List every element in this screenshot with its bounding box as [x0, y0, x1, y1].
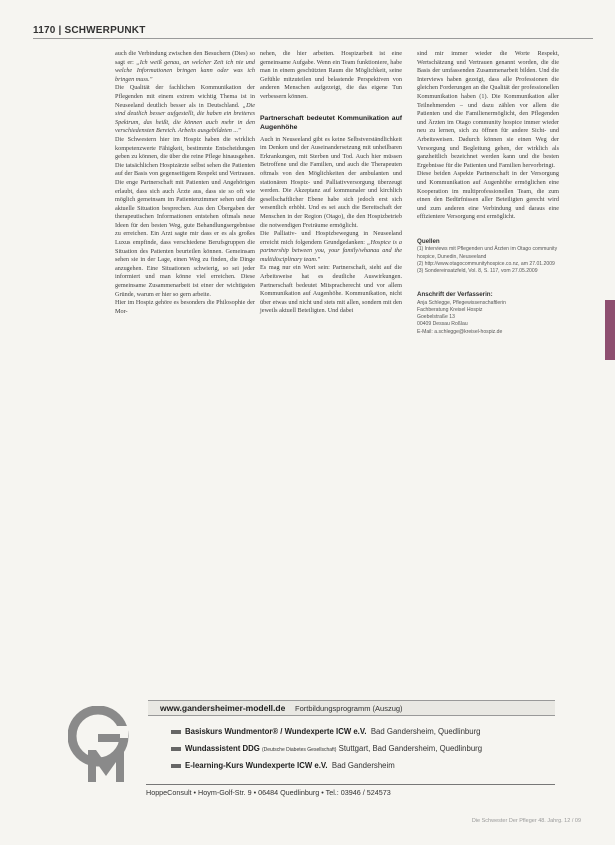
sources-list: [417, 246, 559, 275]
paragraph: Diese beiden Aspekte Partnerschaft in der Versorgung und Kommunikation auf Augenhöhe ermöglichen eine Kooperation im multiprofessionellen Team, die zum einen den Bedürfnissen aller Beteiligten gerecht wird und zum anderen eine Verbindung und daraus eine effizientere Versorgung erst ermöglicht.: [417, 170, 559, 221]
paragraph: nehen, die hier arbeiten. Hospizarbeit ist eine gemeinsame Aufgabe. Wenn ein Team funktioniere, habe man in einem geschützten Raum die Möglichkeit, seine Gefühle mitzuteilen und belastende Perspektiven von anderen Menschen aufgezeigt, die das eigene Tun verbessern können.: [260, 50, 402, 100]
course-locations: Bad Gandersheim, Quedlinburg: [370, 727, 481, 736]
source-item: (3) Sondereinsatzfeld, Vol. 8, S. 117, vom 27.05.2009: [417, 268, 538, 275]
address-line: Goebelstraße 13: [417, 314, 455, 321]
text-column-2: [260, 50, 402, 316]
ad-website-link[interactable]: www.gandersheimer-modell.de: [160, 703, 286, 713]
text-column-1: [115, 50, 255, 316]
text-column-3: [417, 50, 559, 336]
bullet-icon: [171, 764, 181, 768]
paragraph: Hier im Hospiz gehöre es besonders die Philosophie der Mor-: [115, 299, 255, 315]
course-name: Basiskurs Wundmentor® / Wundexperte ICW e.V.: [185, 727, 367, 736]
ad-course-line: [171, 727, 481, 736]
source-item: (2) http://www.otagocommunityhospice.co.nz, am 27.01.2009: [417, 260, 555, 267]
header-divider: [33, 38, 593, 39]
course-locations: Stuttgart, Bad Gandersheim, Quedlinburg: [338, 744, 483, 753]
address-line: 00409 Dessau Roßlau: [417, 321, 468, 328]
bullet-icon: [171, 747, 181, 751]
page-footer: Die Schwester Der Pfleger 48. Jahrg. 12 / 09: [471, 818, 581, 824]
paragraph: [260, 230, 402, 264]
address-line: E-Mail: a.schlegge@kreisel-hospiz.de: [417, 328, 503, 335]
paragraph: [115, 84, 255, 136]
ad-course-line: [171, 761, 395, 770]
address-line: Fachberatung Kreisel Hospiz: [417, 307, 483, 314]
gm-logo-icon: [68, 706, 134, 784]
quote-text: „Ich weiß genau, an welcher Zeit ich nie und welche Informationen bringen kann oder was ich bringen muss.": [115, 58, 255, 83]
bullet-icon: [171, 730, 181, 734]
paragraph: Auch in Neuseeland gibt es keine Selbstverständlichkeit im Denken und der Auseinandersetzung mit unheilbaren Erkrankungen, mit Sterben und Tod. Auch hier müssen Betroffene und die Familien, und auch die Therapeuten oftmals von den Möglichkeiten der ambulanten und stationären Hospiz- und Palliativversorgung überzeugt werden. Die Akzeptanz auf kommunaler und kirchlich gesellschaftlicher Ebene habe sich jedoch erst sich wesentlich erhöht. Und es sei auch die Bereitschaft der Menschen in der Region (Otago), die den Hospizbetrieb die notwendigen Freiräume ermöglicht.: [260, 135, 402, 229]
paragraph-text: Die Palliativ- und Hospizbewegung in Neuseeland erreicht mich folgendem Grundgedanken:: [260, 230, 402, 246]
ad-program-label: Fortbildungsprogramm (Auszug): [295, 704, 403, 713]
section-tab-marker: [605, 300, 615, 360]
course-name: E-learning-Kurs Wundexperte ICW e.V.: [185, 761, 328, 770]
paragraph: [115, 50, 255, 84]
author-address-heading: Anschrift der Verfasserin:: [417, 291, 493, 299]
address-line: Anja Schlegge, Pflegewissenschaftlerin: [417, 299, 506, 306]
page-header: [33, 22, 593, 46]
author-address: [417, 300, 559, 336]
section-subheading: Partnerschaft bedeutet Kommunikation auf Augenhöhe: [260, 114, 402, 131]
paragraph: sind mir immer wieder die Worte Respekt, Wertschätzung und Vertrauen genannt worden, die die Basis der umfassenden Zusammenarbeit bilden. Und die Interviews haben gezeigt, dass alle Professionen die gleichen Forderungen an die Qualität der professionellen Kommunikation haben (1). Die Kommunikation aller Teilnehmenden – und dazu zählen vor allem die Patienten und die Familienermöglicht, den Pflegenden und Ärzten im Otago community hospice immer wieder neu zu lernen, sich zu öffnen für andere Sicht- und Arbeitsweisen. Dadurch können sie einen Weg der Versorgung und Begleitung gehen, der wirklich als ganzheitlich bezeichnet werden kann und die besten Ergebnisse für die Patienten und Familien hervorbringt.: [417, 50, 559, 169]
course-name: Wundassistent DDG: [185, 744, 260, 753]
paragraph: Es mag nur ein Wort sein: Partnerschaft, sieht auf die Arbeitsweise hat es deutliche Auswirkungen. Partnerschaft bedeutet Mitspracherecht und vor allem Kommunikation auf Augenhöhe. Kommunikation, nicht über etwas und nicht und stets mit allen, sondern mit den jeweils aktuell Beteiligten. Und dabei: [260, 264, 402, 315]
quote-text: „Hospice is a partnership between you, your family/whanau and the multidisciplinary team.": [260, 238, 402, 263]
advertisement-box: [68, 700, 555, 804]
page-header-title: 1170 | SCHWERPUNKT: [33, 25, 146, 36]
sources-heading: Quellen: [417, 237, 440, 245]
paragraph-text: Die Qualität der fachlichen Kommunikation der Pflegenden mit einem extrem wichtig Thema ist in Neuseeland deutlich besser als in Deutschland.: [115, 84, 255, 109]
quote-text: „Die sind deutlich besser aufgestellt, die haben ein breiteres Spektrum, das heißt, die können auch mehr in den verschiedensten Bereich. Arbeits ausgebildeten ...": [115, 101, 255, 135]
paragraph: Die Schwestern hier im Hospiz haben die wirklich kompetenzwerte Fähigkeit, bestimmte Entscheidungen geben zu können, die über die reine Pflege hinausgehen. Die tatsächlichen Hospizärzte selbst sehen die Patienten auf der Basis von gegenseitigem Respekt und Vertrauen. Die enge Partnerschaft mit Patienten und Angehörigen erlaubt, dass sich auch Ärzte aus, dass sie so oft wie möglich gemeinsam im Patientenzimmer sehen und die aktuelle Situation besprechen. Aus den Übergaben der therapeutischen Informationen entstehen oftmals neue Ideen für den besten Weg, gute Behandlungsergebnisse zu erreichen. Ein Arzt sagte mir dass er es als großes Luxus empfinde, dass verschiedene Berufsgruppen die Situation des Patienten beurteilen können. Gemeinsam sehen sie in der Lage, einen Weg zu finden, die Dinge anzugehen. Eine Situationen schwierig, so sei jeder informiert und man könne viel erreichen. Diese gemeinsame Zusammenarbeit ist einer der wichtigsten Gründe, warum er hier so gern arbeite.: [115, 135, 255, 298]
ad-contact-line: HoppeConsult • Hoym-Golf-Str. 9 • 06484 Quedlinburg • Tel.: 03946 / 524573: [146, 784, 555, 797]
source-item: (1) Interviews mit Pflegenden und Ärzten im Otago community hospice, Dunedin, Neuseeland: [417, 246, 558, 260]
paragraph-text: auch die Verbindung zwischen den Besuchern (Dies) so sagt er:: [115, 50, 255, 66]
course-note: (Deutsche Diabetes Gesellschaft): [261, 747, 337, 753]
course-locations: Bad Gandersheim: [331, 761, 395, 770]
ad-course-line: [171, 744, 482, 753]
